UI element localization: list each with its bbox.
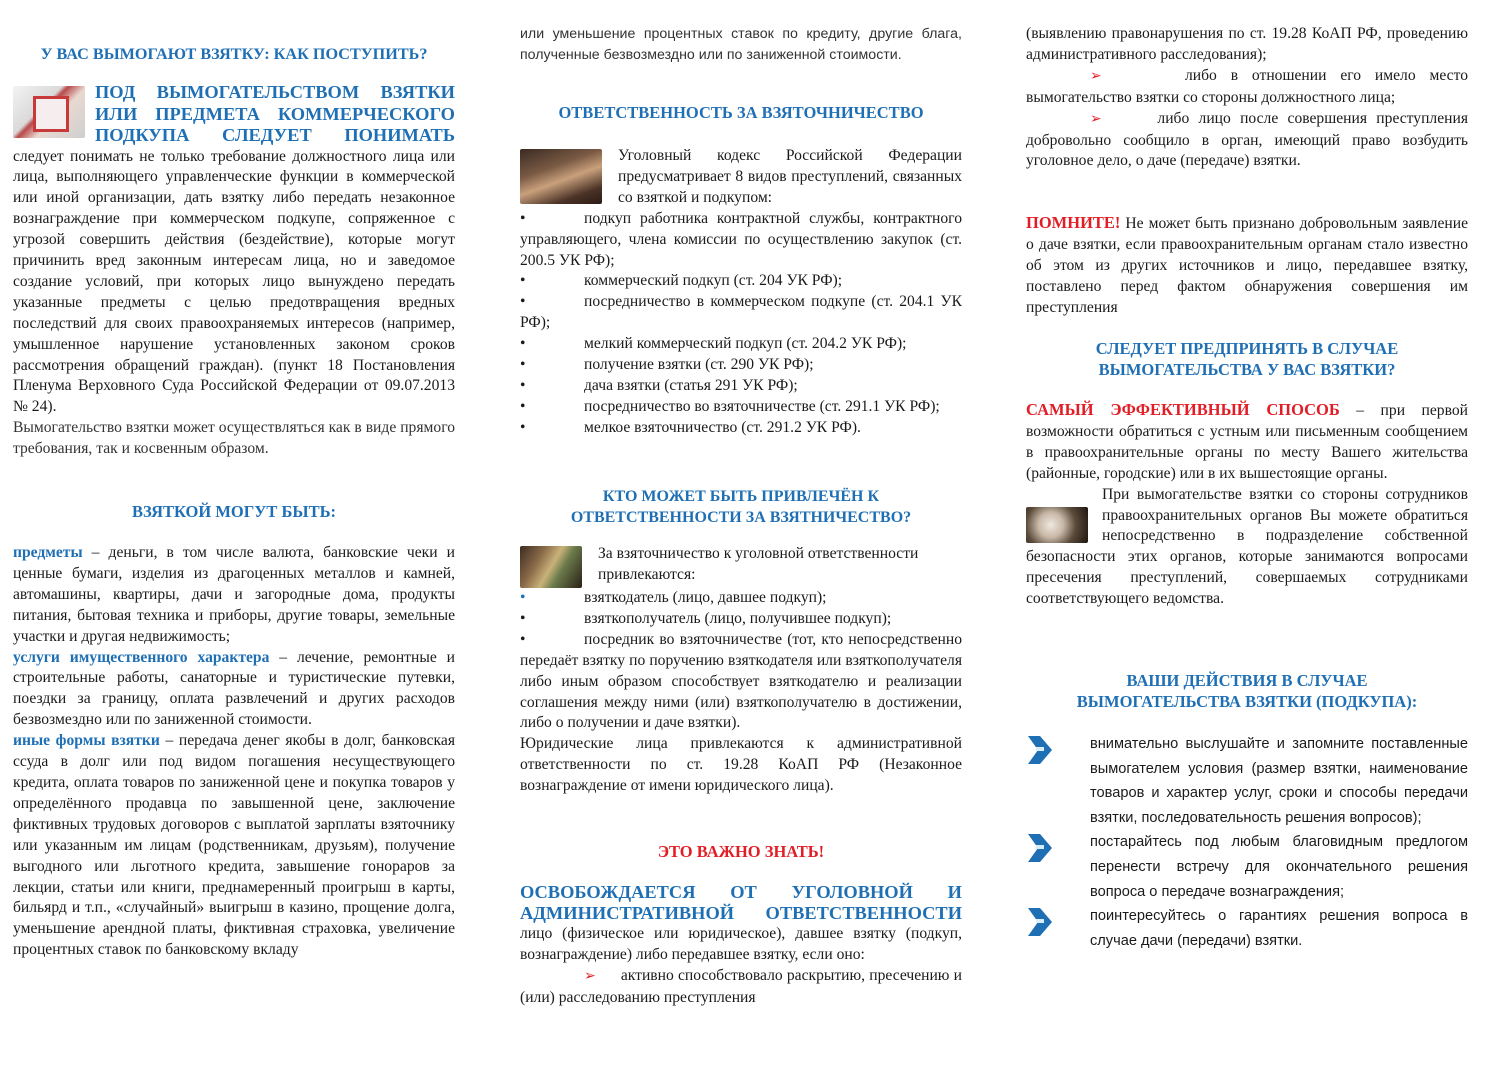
crime-item-text: посредничество в коммерческом подкупе (ст. 204.1 УК РФ); (520, 293, 962, 332)
effective-label: САМЫЙ ЭФФЕКТИВНЫЙ СПОСОБ (1026, 400, 1340, 419)
release-item (1026, 66, 1468, 109)
effective-text: – при первой возможности обратиться с устным или письменным сообщением в правоохранительные органы по месту Вашего жительства (районные, городские) или в их вышестоящие органы. (1026, 402, 1468, 482)
gavel-image (520, 149, 602, 204)
police-text: При вымогательстве взятки со стороны сотрудников правоохранительных органов Вы можете обратиться непосредственно в подразделение собственной безопасности этих органов, которые занимаются вопросами пресечения преступлений, совершаемых сотрудниками соответствующего ведомства. (1026, 485, 1468, 608)
legal-entities-text: Юридические лица привлекаются к административной ответственности по ст. 19.28 КоАП РФ (Незаконное вознаграждение от имени юридического лица). (520, 735, 962, 795)
blue-arrow-icon (1026, 732, 1054, 768)
effective-block (1026, 400, 1468, 485)
bullet-icon: • (520, 272, 526, 290)
item-text-services: – лечение, ремонтные и строительные работы, санаторные и туристические путевки, поездки за границу, оплата развлечений и других расходов безвозмездно или по заниженной стоимости. (13, 648, 455, 729)
crimes-list (520, 209, 962, 439)
bribe-types-list (13, 543, 455, 961)
person-item (520, 630, 962, 735)
release-text: лицо (физическое или юридическое), давшее взятку (подкуп, вознаграждение) либо передавшее взятку, если оно: (520, 925, 962, 963)
bullet-icon: • (520, 589, 526, 606)
crime-item (520, 271, 962, 292)
remember-label: ПОМНИТЕ! (1026, 213, 1121, 232)
bullet-icon: • (520, 356, 526, 374)
leaflet-title: У ВАС ВЫМОГАЮТ ВЗЯТКУ: КАК ПОСТУПИТЬ? (40, 45, 428, 63)
action-item-text: постарайтесь под любым благовидным предлогом перенести встречу для окончательного решения вопроса о передаче вознаграждения; (1090, 834, 1468, 900)
arrow-right-icon: ➢ (584, 968, 596, 984)
crime-item (520, 334, 962, 355)
crime-item (520, 376, 962, 397)
crime-item (520, 418, 962, 439)
item-label-other: иные формы взятки (13, 732, 160, 750)
person-item-text: посредник во взяточничестве (тот, кто непосредственно передаёт взятку по поручению взяткодателя или взяткополучателя либо иным образом способствует взяткодателю и реализации соглашения между ними (или) взяткополучателю в достижении, либо о получении и даче взятки). (520, 630, 962, 732)
actions-list (1026, 732, 1468, 953)
lead-heading: ПОД ВЫМОГАТЕЛЬСТВОМ ВЗЯТКИ ИЛИ ПРЕДМЕТА КОММЕРЧЕСКОГО ПОДКУПА СЛЕДУЕТ ПОНИМАТЬ (95, 82, 455, 145)
bullet-icon: • (520, 609, 526, 627)
note-text: Вымогательство взятки может осуществляться как в виде прямого требования, так и косвенным образом. (13, 419, 455, 458)
bullet-icon: • (520, 397, 526, 415)
remember-block (1026, 213, 1468, 319)
criminal-code-intro: Уголовный кодекс Российской Федерации предусматривает 8 видов преступлений, связанных со взяткой и подкупом: (618, 147, 962, 206)
persons-list (520, 588, 962, 734)
crime-item-text: коммерческий подкуп (ст. 204 УК РФ); (584, 272, 843, 290)
crime-item-text: мелкий коммерческий подкуп (ст. 204.2 УК РФ); (584, 335, 907, 353)
action-item (1026, 830, 1468, 904)
liable-intro: За взяточничество к уголовной ответственности привлекаются: (598, 545, 919, 583)
action-item (1026, 732, 1468, 830)
bribe-types-heading: ВЗЯТКОЙ МОГУТ БЫТЬ: (131, 502, 337, 521)
item-label-objects: предметы (13, 544, 83, 561)
crime-item (520, 209, 962, 272)
release-item-text: либо в отношении его имело место вымогательство взятки со стороны должностного лица; (1026, 66, 1469, 106)
list-item (13, 543, 455, 648)
crime-item (520, 355, 962, 376)
list-item (13, 648, 455, 732)
column-1 (13, 0, 455, 1080)
continued-text: или уменьшение процентных ставок по кредиту, другие блага, полученные безвозмездно или по заниженной стоимости. (520, 26, 962, 63)
item-text-other: – передача денег якобы в долг, банковская ссуда в долг или под видом погашения несуществующего кредита, оплата товаров по заниженной цене и покупка товаров у определённого продавца по завышенной цене, заключение фиктивных трудовых договоров с выплатой зарплаты взяточнику или указанным им лицам (родственникам, друзьям), получение выгодного или льготного кредита, завышение гонораров за лекции, статьи или книги, преднамеренный проигрыш в карты, бильярд и т.п., «случайный» выигрыш в казино, прощение долга, уменьшение арендной платы, фиктивная страховка, увеличение процентных ставок по банковскому вкладу (13, 732, 455, 959)
your-actions-heading: ВАШИ ДЕЙСТВИЯ В СЛУЧАЕ ВЫМОГАТЕЛЬСТВА ВЗЯТКИ (ПОДКУПА): (1076, 671, 1418, 711)
mask-image (1026, 507, 1088, 543)
person-item (520, 588, 962, 609)
release-item-text: активно способствовало раскрытию, пресечению и (или) расследованию преступления (520, 966, 962, 1006)
bullet-icon: • (520, 418, 526, 436)
lead-text: следует понимать не только требование должностного лица или лица, выполняющего управленческие функции в коммерческой или иной организации, дать взятку либо передать незаконное вознаграждение при коммерческом подкупе, сопряженное с угрозой совершить действия (бездействие), которые могут причинить вред законным интересам лица, но и заведомое создание условий, при которых лицо вынуждено передать указанные предметы с целью предотвращения вредных последствий для своих правоохраняемых интересов (например, умышленное нарушение установленных законом сроков рассмотрения обращений граждан). (пункт 18 Постановления Пленума Верховного Суда Российской Федерации от 09.07.2013 № 24). (13, 147, 455, 416)
item-text-objects: – деньги, в том числе валюта, банковские чеки и ценные бумаги, изделия из драгоценных металлов и камней, автомашины, квартиры, дачи и загородные дома, продукты питания, бытовая техника и приборы, другие товары, земельные участки и другая недвижимость; (13, 544, 455, 645)
important-heading: ЭТО ВАЖНО ЗНАТЬ! (657, 842, 825, 861)
list-item (13, 731, 455, 961)
arrow-right-icon: ➢ (1090, 111, 1102, 127)
crime-item (520, 292, 962, 334)
crime-item-text: подкуп работника контрактной службы, контрактного управляющего, члена комиссии по осуществлению закупок (ст. 200.5 УК РФ); (520, 209, 962, 269)
bullet-icon: • (520, 335, 526, 353)
bullet-icon: • (520, 209, 526, 227)
bullet-icon: • (520, 376, 526, 394)
who-liable-heading: КТО МОЖЕТ БЫТЬ ПРИВЛЕЧЁН К ОТВЕТСТВЕННОСТИ ЗА ВЗЯТНИЧЕСТВО? (570, 488, 912, 526)
blue-arrow-icon (1026, 830, 1054, 866)
gift-image (13, 86, 85, 138)
action-item (1026, 904, 1468, 953)
crime-item-text: посредничество во взяточничестве (ст. 291.1 УК РФ); (584, 397, 940, 415)
release-item-text: либо лицо после совершения преступления добровольно сообщило в орган, имеющий право возбудить уголовное дело, о даче (передаче) взятки. (1026, 109, 1468, 170)
release-item (520, 966, 962, 1009)
item-label-services: услуги имущественного характера (13, 648, 270, 666)
action-item-text: поинтересуйтесь о гарантиях решения вопроса в случае дачи (передачи) взятки. (1090, 908, 1468, 949)
blue-arrow-icon (1026, 904, 1054, 940)
money-image (520, 546, 582, 588)
arrow-right-icon: ➢ (1090, 68, 1102, 84)
crime-item-text: получение взятки (ст. 290 УК РФ); (584, 356, 814, 374)
responsibility-heading: ОТВЕТСТВЕННОСТЬ ЗА ВЗЯТОЧНИЧЕСТВО (558, 103, 924, 122)
bullet-icon: • (520, 293, 526, 311)
person-item-text: взяткодатель (лицо, давшее подкуп); (584, 589, 827, 606)
release-item (1026, 109, 1468, 173)
crime-item-text: мелкое взяточничество (ст. 291.2 УК РФ). (584, 418, 861, 436)
column-2 (520, 0, 962, 1080)
what-to-do-heading: СЛЕДУЕТ ПРЕДПРИНЯТЬ В СЛУЧАЕ ВЫМОГАТЕЛЬСТВА У ВАС ВЗЯТКИ? (1095, 339, 1399, 379)
release-heading: ОСВОБОЖДАЕТСЯ ОТ УГОЛОВНОЙ И АДМИНИСТРАТИВНОЙ ОТВЕТСТВЕННОСТИ (520, 882, 962, 923)
person-item-text: взяткополучатель (лицо, получившее подкуп); (584, 609, 892, 627)
crime-item-text: дача взятки (статья 291 УК РФ); (584, 376, 798, 394)
crime-item (520, 397, 962, 418)
bullet-icon: • (520, 630, 526, 648)
column-3 (1026, 0, 1468, 1080)
remember-text: Не может быть признано добровольным заявление о даче взятки, если правоохранительным органам стало известно об этом из других источников и лицо, передавшее взятку, поставлено перед фактом обнаружения совершения им преступления (1026, 215, 1468, 316)
person-item (520, 609, 962, 630)
continued-text: (выявлению правонарушения по ст. 19.28 КоАП РФ, проведению административного расследования); (1026, 25, 1468, 63)
action-item-text: внимательно выслушайте и запомните поставленные вымогателем условия (размер взятки, наименование товаров и характер услуг, сроки и способы передачи взятки, последовательность решения вопросов); (1090, 736, 1468, 826)
